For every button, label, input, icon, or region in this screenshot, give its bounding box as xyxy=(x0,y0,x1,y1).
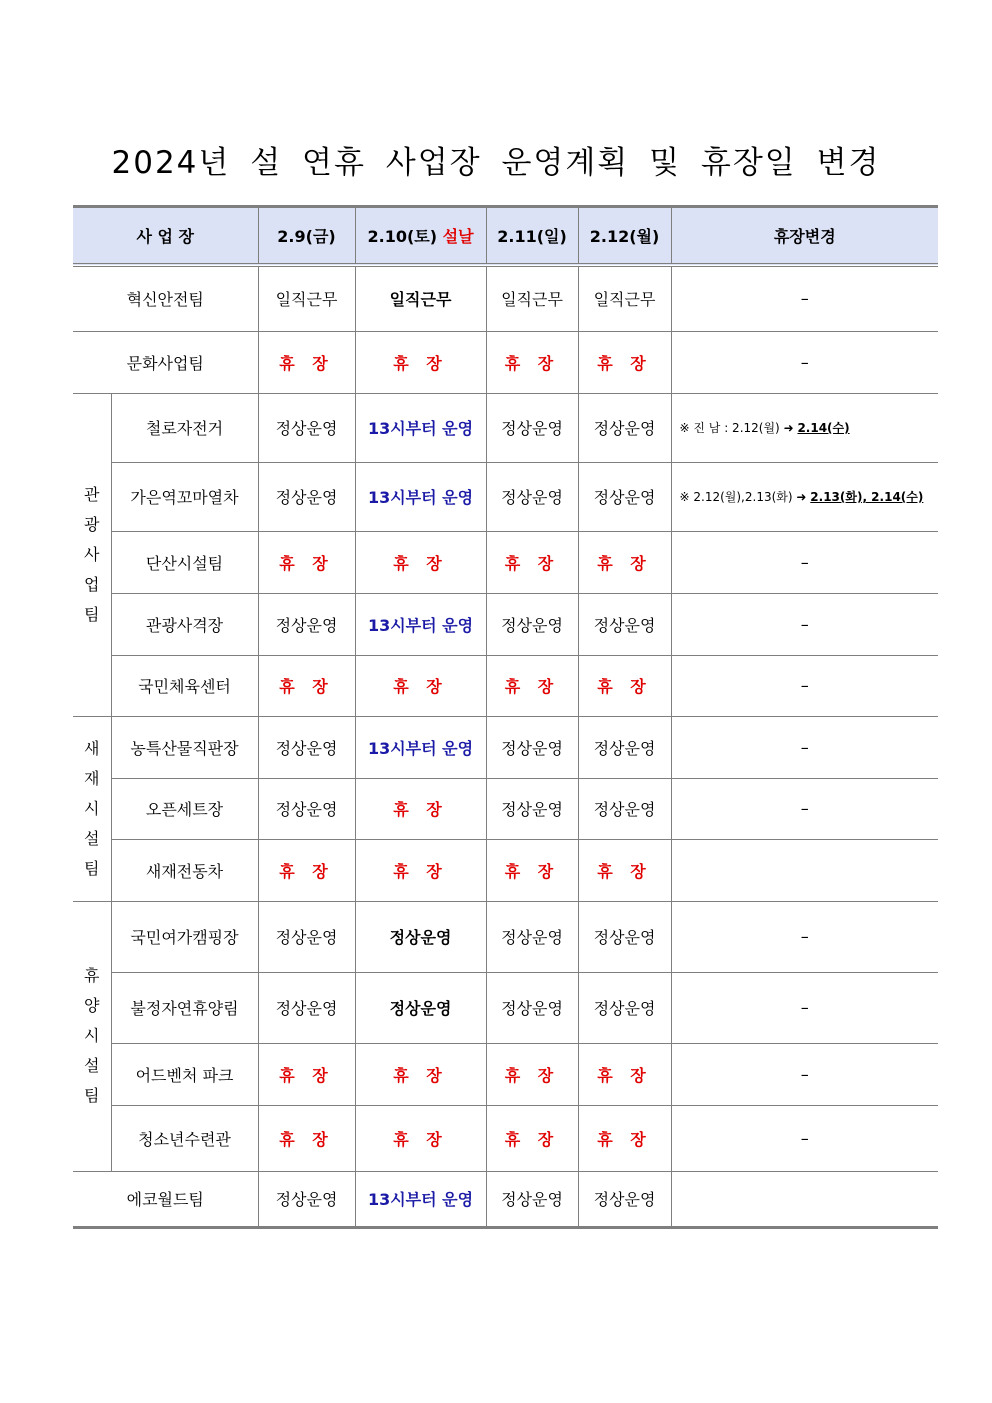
status-cell: 휴 장 xyxy=(355,331,486,393)
table-row xyxy=(73,778,938,839)
status-cell: 정상운영 xyxy=(486,462,578,531)
status-cell: 휴 장 xyxy=(355,1043,486,1105)
arrow-icon: ➜ xyxy=(783,421,794,435)
header-date-2-label: 2.10(토) xyxy=(367,227,438,246)
table-row xyxy=(73,462,938,531)
status-cell: 정상운영 xyxy=(578,593,671,655)
status-cell: 휴 장 xyxy=(578,1043,671,1105)
group-char: 광 xyxy=(84,514,100,534)
status-cell: 정상운영 xyxy=(486,778,578,839)
group-char: 사 xyxy=(84,544,100,564)
status-cell: 정상운영 xyxy=(355,972,486,1043)
status-cell: 정상운영 xyxy=(486,1171,578,1227)
change-cell: – xyxy=(671,531,938,593)
place-name: 단산시설팀 xyxy=(111,531,258,593)
header-place: 사 업 장 xyxy=(73,207,258,266)
status-cell: 휴 장 xyxy=(578,531,671,593)
header-change: 휴장변경 xyxy=(671,207,938,266)
status-cell: 정상운영 xyxy=(258,593,355,655)
status-cell: 13시부터 운영 xyxy=(355,462,486,531)
status-cell: 휴 장 xyxy=(258,1043,355,1105)
header-date-4: 2.12(월) xyxy=(578,207,671,266)
change-cell: – xyxy=(671,655,938,716)
change-note xyxy=(671,393,938,462)
place-name: 불정자연휴양림 xyxy=(111,972,258,1043)
status-cell: 휴 장 xyxy=(486,1043,578,1105)
status-cell: 휴 장 xyxy=(355,1105,486,1171)
status-cell: 정상운영 xyxy=(486,901,578,972)
change-cell: – xyxy=(671,331,938,393)
status-cell: 휴 장 xyxy=(258,531,355,593)
status-cell: 정상운영 xyxy=(486,393,578,462)
table-row xyxy=(73,593,938,655)
place-name: 청소년수련관 xyxy=(111,1105,258,1171)
header-holiday-label: 설날 xyxy=(442,227,474,246)
group-char: 재 xyxy=(84,768,100,788)
place-name: 농특산물직판장 xyxy=(111,716,258,778)
table-row xyxy=(73,655,938,716)
change-note xyxy=(671,462,938,531)
note-prefix: ※ 2.12(월),2.13(화) xyxy=(679,490,793,504)
status-cell: 13시부터 운영 xyxy=(355,393,486,462)
place-name: 관광사격장 xyxy=(111,593,258,655)
table-row xyxy=(73,531,938,593)
header-date-3: 2.11(일) xyxy=(486,207,578,266)
status-cell: 정상운영 xyxy=(578,778,671,839)
status-cell: 휴 장 xyxy=(578,655,671,716)
group-char: 팀 xyxy=(84,858,100,878)
place-name: 철로자전거 xyxy=(111,393,258,462)
place-name: 어드벤처 파크 xyxy=(111,1043,258,1105)
group-label-rest xyxy=(73,901,111,1171)
table-row xyxy=(73,1105,938,1171)
table-row xyxy=(73,901,938,972)
note-prefix: ※ 진 남 : 2.12(월) xyxy=(679,421,780,435)
place-name: 오픈세트장 xyxy=(111,778,258,839)
status-cell: 휴 장 xyxy=(355,655,486,716)
status-cell: 휴 장 xyxy=(578,331,671,393)
status-cell: 휴 장 xyxy=(258,331,355,393)
status-cell: 정상운영 xyxy=(578,716,671,778)
status-cell: 휴 장 xyxy=(486,331,578,393)
group-char: 설 xyxy=(84,828,100,848)
status-cell: 정상운영 xyxy=(578,1171,671,1227)
place-name: 에코월드팀 xyxy=(73,1171,258,1227)
group-label-tourism xyxy=(73,393,111,716)
status-cell: 일직근무 xyxy=(258,265,355,331)
change-cell: – xyxy=(671,778,938,839)
change-cell xyxy=(671,1171,938,1227)
group-char: 관 xyxy=(84,484,100,504)
table-row xyxy=(73,331,938,393)
status-cell: 정상운영 xyxy=(578,462,671,531)
status-cell: 13시부터 운영 xyxy=(355,593,486,655)
group-char: 시 xyxy=(84,798,100,818)
group-char: 휴 xyxy=(84,966,100,985)
change-cell: – xyxy=(671,972,938,1043)
place-name: 문화사업팀 xyxy=(73,331,258,393)
group-char: 시 xyxy=(84,1026,100,1045)
header-date-2 xyxy=(355,207,486,266)
place-name: 가은역꼬마열차 xyxy=(111,462,258,531)
status-cell: 정상운영 xyxy=(578,901,671,972)
status-cell: 13시부터 운영 xyxy=(355,1171,486,1227)
table-row xyxy=(73,393,938,462)
group-char: 업 xyxy=(84,574,100,594)
status-cell: 정상운영 xyxy=(258,901,355,972)
status-cell: 정상운영 xyxy=(578,972,671,1043)
change-cell: – xyxy=(671,901,938,972)
group-char: 양 xyxy=(84,996,100,1015)
group-label-saejae xyxy=(73,716,111,901)
status-cell: 13시부터 운영 xyxy=(355,716,486,778)
status-cell: 휴 장 xyxy=(258,1105,355,1171)
status-cell: 휴 장 xyxy=(258,655,355,716)
change-cell: – xyxy=(671,265,938,331)
note-new-date: 2.13(화), 2.14(수) xyxy=(810,490,924,504)
group-char: 팀 xyxy=(84,1086,100,1105)
status-cell: 정상운영 xyxy=(258,1171,355,1227)
status-cell: 정상운영 xyxy=(258,972,355,1043)
status-cell: 휴 장 xyxy=(355,531,486,593)
place-name: 혁신안전팀 xyxy=(73,265,258,331)
table-row xyxy=(73,839,938,901)
change-cell: – xyxy=(671,1105,938,1171)
arrow-icon: ➜ xyxy=(796,490,807,504)
status-cell: 일직근무 xyxy=(486,265,578,331)
status-cell: 휴 장 xyxy=(258,839,355,901)
table-row xyxy=(73,1043,938,1105)
status-cell: 일직근무 xyxy=(578,265,671,331)
status-cell: 휴 장 xyxy=(578,839,671,901)
group-char: 팀 xyxy=(84,604,100,624)
status-cell: 정상운영 xyxy=(486,972,578,1043)
status-cell: 휴 장 xyxy=(486,531,578,593)
status-cell: 휴 장 xyxy=(578,1105,671,1171)
status-cell: 정상운영 xyxy=(258,778,355,839)
place-name: 국민여가캠핑장 xyxy=(111,901,258,972)
change-cell: – xyxy=(671,716,938,778)
document-title: 2024년 설 연휴 사업장 운영계획 및 휴장일 변경 xyxy=(111,145,881,181)
group-char: 설 xyxy=(84,1056,100,1075)
place-name: 국민체육센터 xyxy=(111,655,258,716)
status-cell: 정상운영 xyxy=(258,716,355,778)
change-cell xyxy=(671,839,938,901)
note-new-date: 2.14(수) xyxy=(797,421,850,435)
operation-plan-table xyxy=(73,205,938,1229)
status-cell: 정상운영 xyxy=(578,393,671,462)
status-cell: 휴 장 xyxy=(355,778,486,839)
place-name: 새재전동차 xyxy=(111,839,258,901)
status-cell: 정상운영 xyxy=(258,393,355,462)
group-char: 새 xyxy=(84,738,100,758)
status-cell: 휴 장 xyxy=(486,839,578,901)
change-cell: – xyxy=(671,1043,938,1105)
table-header-row xyxy=(73,207,938,266)
table-row xyxy=(73,265,938,331)
status-cell: 휴 장 xyxy=(486,655,578,716)
header-date-1: 2.9(금) xyxy=(258,207,355,266)
status-cell: 정상운영 xyxy=(355,901,486,972)
table-row xyxy=(73,972,938,1043)
status-cell: 일직근무 xyxy=(355,265,486,331)
change-cell: – xyxy=(671,593,938,655)
status-cell: 정상운영 xyxy=(258,462,355,531)
status-cell: 정상운영 xyxy=(486,716,578,778)
table-row xyxy=(73,1171,938,1227)
status-cell: 휴 장 xyxy=(486,1105,578,1171)
status-cell: 휴 장 xyxy=(355,839,486,901)
status-cell: 정상운영 xyxy=(486,593,578,655)
table-row xyxy=(73,716,938,778)
